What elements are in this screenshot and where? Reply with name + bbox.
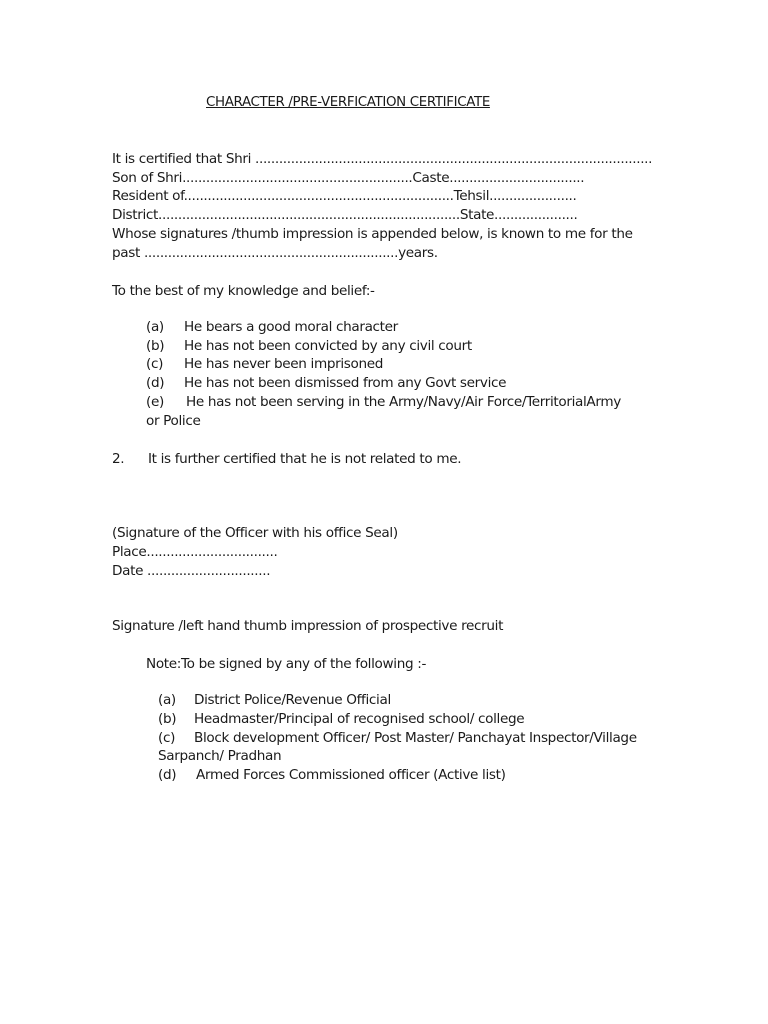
field-years: past ................................................................years. bbox=[112, 245, 438, 261]
list-item bbox=[146, 374, 506, 393]
item-text: Armed Forces Commissioned officer (Active list) bbox=[196, 767, 506, 783]
list-item bbox=[146, 318, 398, 337]
item-text: He has never been imprisoned bbox=[184, 356, 384, 372]
item-text: He bears a good moral character bbox=[184, 319, 398, 335]
belief-intro: To the best of my knowledge and belief:- bbox=[112, 283, 375, 299]
item-text: District Police/Revenue Official bbox=[194, 692, 391, 708]
list-item-continuation: Sarpanch/ Pradhan bbox=[158, 748, 282, 764]
paragraph-number: 2. bbox=[112, 451, 125, 467]
field-known-since: Whose signatures /thumb impression is appended below, is known to me for the bbox=[112, 226, 633, 242]
paragraph-2 bbox=[112, 450, 461, 469]
field-district-state: District............................................................................State..................... bbox=[112, 207, 578, 223]
recruit-signature-label: Signature /left hand thumb impression of prospective recruit bbox=[112, 618, 504, 634]
item-text: Headmaster/Principal of recognised school/ college bbox=[194, 711, 525, 727]
list-item bbox=[158, 766, 506, 785]
list-item bbox=[146, 337, 472, 356]
item-text: He has not been dismissed from any Govt service bbox=[184, 375, 507, 391]
date-field: Date ............................... bbox=[112, 563, 271, 579]
field-resident-tehsil: Resident of....................................................................Tehsil...................... bbox=[112, 188, 577, 204]
item-label: (c) bbox=[146, 356, 164, 372]
list-item bbox=[158, 710, 524, 729]
certificate-title: CHARACTER /PRE-VERFICATION CERTIFICATE bbox=[206, 95, 490, 110]
item-label: (e) bbox=[146, 394, 164, 410]
paragraph-text: It is further certified that he is not related to me. bbox=[148, 451, 462, 467]
list-item bbox=[146, 355, 383, 374]
list-item-continuation: or Police bbox=[146, 413, 201, 429]
list-item bbox=[158, 691, 391, 710]
list-item bbox=[158, 729, 637, 748]
field-shri: It is certified that Shri .................................................................................................... bbox=[112, 151, 653, 167]
list-item bbox=[146, 393, 621, 412]
signers-note: Note:To be signed by any of the following :- bbox=[146, 656, 426, 672]
item-label: (a) bbox=[158, 692, 176, 708]
item-label: (b) bbox=[146, 338, 165, 354]
item-text: Block development Officer/ Post Master/ Panchayat Inspector/Village bbox=[194, 730, 637, 746]
item-label: (a) bbox=[146, 319, 164, 335]
item-label: (d) bbox=[158, 767, 177, 783]
item-text: He has not been convicted by any civil court bbox=[184, 338, 472, 354]
item-text: He has not been serving in the Army/Navy/Air Force/TerritorialArmy bbox=[186, 394, 621, 410]
officer-signature-label: (Signature of the Officer with his office Seal) bbox=[112, 525, 398, 541]
item-label: (c) bbox=[158, 730, 176, 746]
field-son-of-caste: Son of Shri..........................................................Caste.................................. bbox=[112, 170, 585, 186]
place-field: Place................................. bbox=[112, 544, 278, 560]
item-label: (d) bbox=[146, 375, 165, 391]
item-label: (b) bbox=[158, 711, 177, 727]
